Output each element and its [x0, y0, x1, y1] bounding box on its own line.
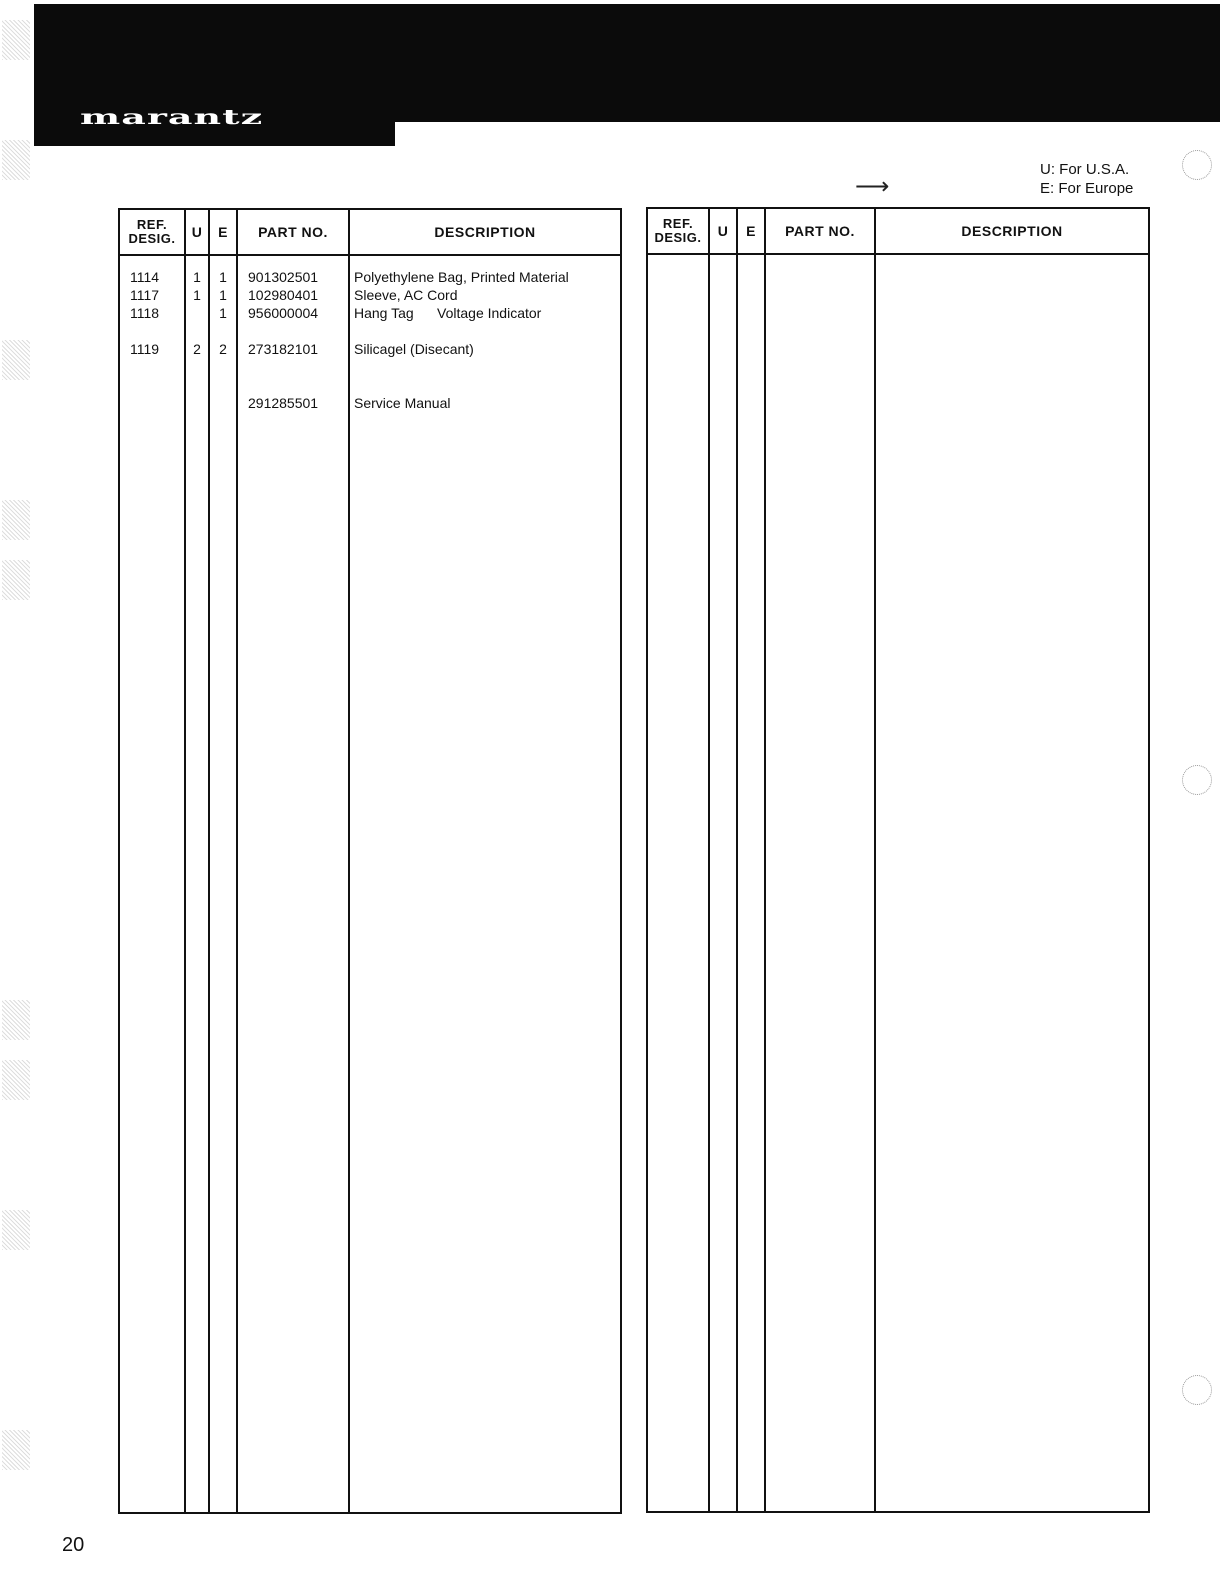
e-cell [210, 394, 236, 412]
table-body [119, 255, 621, 1513]
u-cell: 2 [193, 341, 201, 357]
part-no-cell: 901302501 [248, 269, 319, 285]
e-cell: 1 [219, 305, 227, 321]
ref-cell: 1114 [130, 269, 160, 285]
parts-table-left [118, 208, 622, 1514]
u-cell [186, 394, 208, 412]
col-header-ref: REF. DESIG. [647, 208, 709, 254]
u-cell: 1 [193, 287, 201, 303]
part-no-cell: 102980401 [248, 287, 319, 303]
u-column [185, 255, 209, 1513]
e-cell: 1 [219, 287, 227, 303]
binder-hole-icon [1182, 1375, 1212, 1405]
left-scan-edge [0, 0, 34, 1584]
description-cell: Service Manual [354, 395, 451, 411]
part-no-cell: 273182101 [248, 341, 319, 357]
col-header-part-no: PART NO. [237, 209, 349, 255]
ref-cell: 1118 [130, 305, 160, 321]
parts-table-right [646, 207, 1150, 1513]
arrow-mark-icon: ⟶ [855, 173, 890, 200]
description-column [349, 255, 621, 1513]
ref-cell: 1119 [130, 341, 160, 357]
description-column [875, 254, 1149, 1512]
col-header-u: U [709, 208, 737, 254]
e-column [209, 255, 237, 1513]
e-cell: 2 [219, 341, 227, 357]
u-column [709, 254, 737, 1512]
marantz-logo: marantz [80, 104, 264, 129]
col-header-description: DESCRIPTION [875, 208, 1149, 254]
col-header-ref: REF. DESIG. [119, 209, 185, 255]
u-cell: 1 [193, 269, 201, 285]
page-number: 20 [62, 1534, 85, 1556]
e-column [737, 254, 765, 1512]
binder-hole-icon [1182, 150, 1212, 180]
col-header-e: E [209, 209, 237, 255]
col-header-e: E [737, 208, 765, 254]
binder-hole-icon [1182, 765, 1212, 795]
col-header-part-no: PART NO. [765, 208, 875, 254]
description-cell: Sleeve, AC Cord [354, 287, 458, 303]
table-body-empty [647, 254, 1149, 1512]
ref-column [119, 255, 185, 1513]
description-cell: Silicagel (Disecant) [354, 341, 474, 357]
e-cell: 1 [219, 269, 227, 285]
ref-cell: 1117 [130, 287, 160, 303]
description-cell: Hang Tag Voltage Indicator [354, 305, 542, 321]
legend-e: E: For Europe [1040, 180, 1134, 197]
legend [1040, 160, 1133, 198]
part-no-column [765, 254, 875, 1512]
part-no-cell: 956000004 [248, 305, 319, 321]
ref-cell [120, 394, 184, 412]
table-header-row [647, 208, 1149, 254]
col-header-u: U [185, 209, 209, 255]
part-no-cell: 291285501 [248, 395, 319, 411]
ref-column [647, 254, 709, 1512]
legend-u: U: For U.S.A. [1040, 161, 1130, 178]
table-header-row [119, 209, 621, 255]
description-cell: Polyethylene Bag, Printed Material [354, 269, 569, 285]
part-no-column [237, 255, 349, 1513]
u-cell [186, 304, 208, 322]
col-header-description: DESCRIPTION [349, 209, 621, 255]
